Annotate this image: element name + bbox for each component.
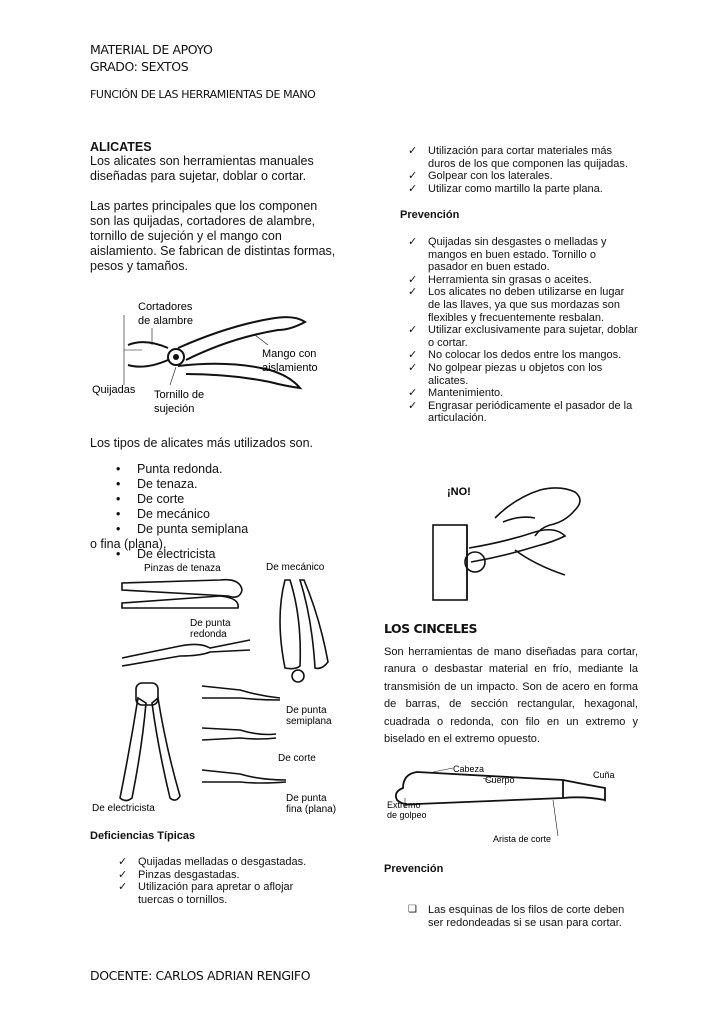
check-icon: ✓ (118, 868, 128, 881)
label-cuerpo: Cuerpo (485, 775, 515, 785)
label-cuna: Cuña (593, 770, 615, 780)
check-icon: ✓ (408, 324, 418, 337)
types-list (90, 462, 350, 537)
punta-fina-pliers (202, 770, 286, 780)
list-item: ✓ No golpear piezas u objetos con los alicates. (408, 361, 603, 387)
label-quijadas: Quijadas (92, 384, 136, 396)
label-pinzas-tenaza: Pinzas de tenaza (144, 563, 221, 574)
check-icon: ✓ (408, 236, 418, 248)
list-item: • De corte (116, 492, 185, 506)
list-item: ✓ Utilización para apretar o aflojar tuercas o tornillos. (118, 881, 294, 906)
list-item: ✓ Engrasar periódicamente el pasador de la articulación. (408, 399, 633, 425)
check-icon: ✓ (408, 145, 418, 157)
list-item: • De tenaza. (116, 477, 198, 491)
types-wrap: o fina (plana). (90, 537, 167, 551)
deficiencias-list (108, 856, 330, 906)
label-mango-1: Mango con (262, 348, 317, 360)
list-item: • Punta redonda. (116, 462, 223, 476)
semiplana-pliers (202, 686, 280, 698)
hand-shape (495, 488, 580, 536)
check-icon: ✓ (408, 286, 418, 299)
label-mango-2: aislamiento (262, 362, 318, 374)
label-punta-semiplana-1: De punta (286, 705, 327, 716)
check-icon: ✓ (408, 182, 418, 195)
check-icon: ✓ (408, 170, 418, 183)
cinceles-prevencion-list (398, 904, 638, 929)
footer-docente: DOCENTE: CARLOS ADRIAN RENGIFO (90, 968, 311, 983)
prevencion-title: Prevención (400, 209, 460, 221)
tenaza-pliers (122, 580, 242, 597)
list-item: ✓ Utilización para cortar materiales más duros de los que componen las quijadas. (408, 145, 628, 170)
label-punta-redonda-2: redonda (190, 629, 227, 640)
label-cortadores-1: Cortadores (138, 301, 193, 313)
list-item: ✓ Quijadas melladas o desgastadas. (118, 856, 307, 868)
pliers-jaw-upper (128, 342, 168, 348)
bolt-block (433, 525, 467, 600)
header-line-material: MATERIAL DE APOYO (90, 42, 213, 57)
alicates-para1: Los alicates son herramientas manuales diseñadas para sujetar, doblar o cortar. (90, 154, 314, 183)
label-electricista: De electricista (92, 803, 155, 814)
header-line-funcion: FUNCIÓN DE LAS HERRAMIENTAS DE MANO (90, 88, 316, 101)
warning-illustration (425, 470, 590, 605)
pliers-jaw-lower (128, 360, 168, 367)
list-item: ✓ No colocar los dedos entre los mangos. (408, 349, 622, 362)
list-item: ✓ Herramienta sin grasas o aceites. (408, 273, 592, 286)
electricista-pliers (120, 698, 146, 801)
list-item: • De electricista (116, 547, 216, 561)
check-icon: ✓ (408, 387, 418, 400)
check-icon: ✓ (408, 399, 418, 412)
list-item: ✓ Los alicates no deben utilizarse en lugar de las llaves, ya que sus mordazas son flexibles y frecuentemente resbalan. (408, 286, 625, 324)
cinceles-prevencion-title: Prevención (384, 863, 444, 875)
types-intro: Los tipos de alicates más utilizados son. (90, 436, 314, 450)
header-line-grado: GRADO: SEXTOS (90, 59, 189, 74)
list-item: • De mecánico (116, 507, 210, 521)
corte-pliers (202, 728, 276, 735)
label-tornillo-1: Tornillo de (154, 389, 205, 401)
types-pliers-figure (90, 558, 340, 823)
deficiencias-title: Deficiencias Típicas (90, 830, 196, 842)
label-punta-semiplana-2: semiplana (286, 716, 332, 727)
cinceles-title: LOS CINCELES (384, 621, 478, 636)
list-item: ❑ Las esquinas de los filos de corte deben ser redondeadas si se usan para cortar. (408, 904, 625, 929)
alicates-title: ALICATES (90, 140, 152, 154)
list-item: • De punta semiplana (116, 522, 249, 536)
list-item: ✓ Mantenimiento. (408, 387, 504, 400)
check-icon: ✓ (408, 349, 418, 362)
alicates-para2: Las partes principales que los componen son las quijadas, cortadores de alambre, tornillo de sujeción y el mango con aislamiento. Se fabrican de distintas formas, pesos y tamaños. (90, 199, 336, 273)
alicates-parts-diagram (90, 290, 350, 420)
list-item: ✓ Quijadas sin desgastes o melladas y mangos en buen estado. Tornillo o pasador en buen estado. (408, 236, 607, 274)
mecanico-pliers (280, 580, 300, 669)
check-icon: ✓ (408, 361, 418, 374)
label-cabeza: Cabeza (453, 764, 485, 774)
list-item: ✓ Utilizar exclusivamente para sujetar, doblar o cortar. (408, 324, 638, 349)
label-arista: Arista de corte (493, 834, 552, 844)
list-item: ✓ Pinzas desgastadas. (118, 868, 240, 881)
check-icon: ✓ (118, 881, 128, 894)
label-corte: De corte (278, 753, 316, 764)
prevencion-list (398, 236, 638, 425)
check-icon: ✓ (118, 856, 128, 868)
deficiencias-list-cont (398, 145, 638, 195)
warning-label: ¡NO! (447, 486, 471, 498)
cincel-diagram (383, 758, 628, 848)
check-icon: ✓ (408, 273, 418, 286)
label-punta-fina-2: fina (plana) (286, 804, 337, 815)
label-mecanico: De mecánico (266, 562, 325, 573)
list-item: ✓ Golpear con los laterales. (408, 170, 553, 183)
label-punta-redonda-1: De punta (190, 618, 231, 629)
cinceles-para: Son herramientas de mano diseñadas para cortar, ranura o desbastar material en frío, mediante la transmisión de un impacto. Son de acero en forma de barras, de sección rectangular, hexagonal, cuadrada o redonda, con filo en un extremo y biselado en el extremo opuesto. (384, 646, 638, 746)
label-cortadores-2: de alambre (138, 315, 194, 327)
list-item: ✓ Utilizar como martillo la parte plana. (408, 182, 603, 195)
label-extremo-2: de golpeo (387, 810, 427, 820)
label-punta-fina-1: De punta (286, 793, 327, 804)
label-tornillo-2: sujeción (154, 403, 195, 415)
checkbox-square-icon: ❑ (408, 904, 417, 915)
label-extremo-1: Extremo (387, 800, 421, 810)
